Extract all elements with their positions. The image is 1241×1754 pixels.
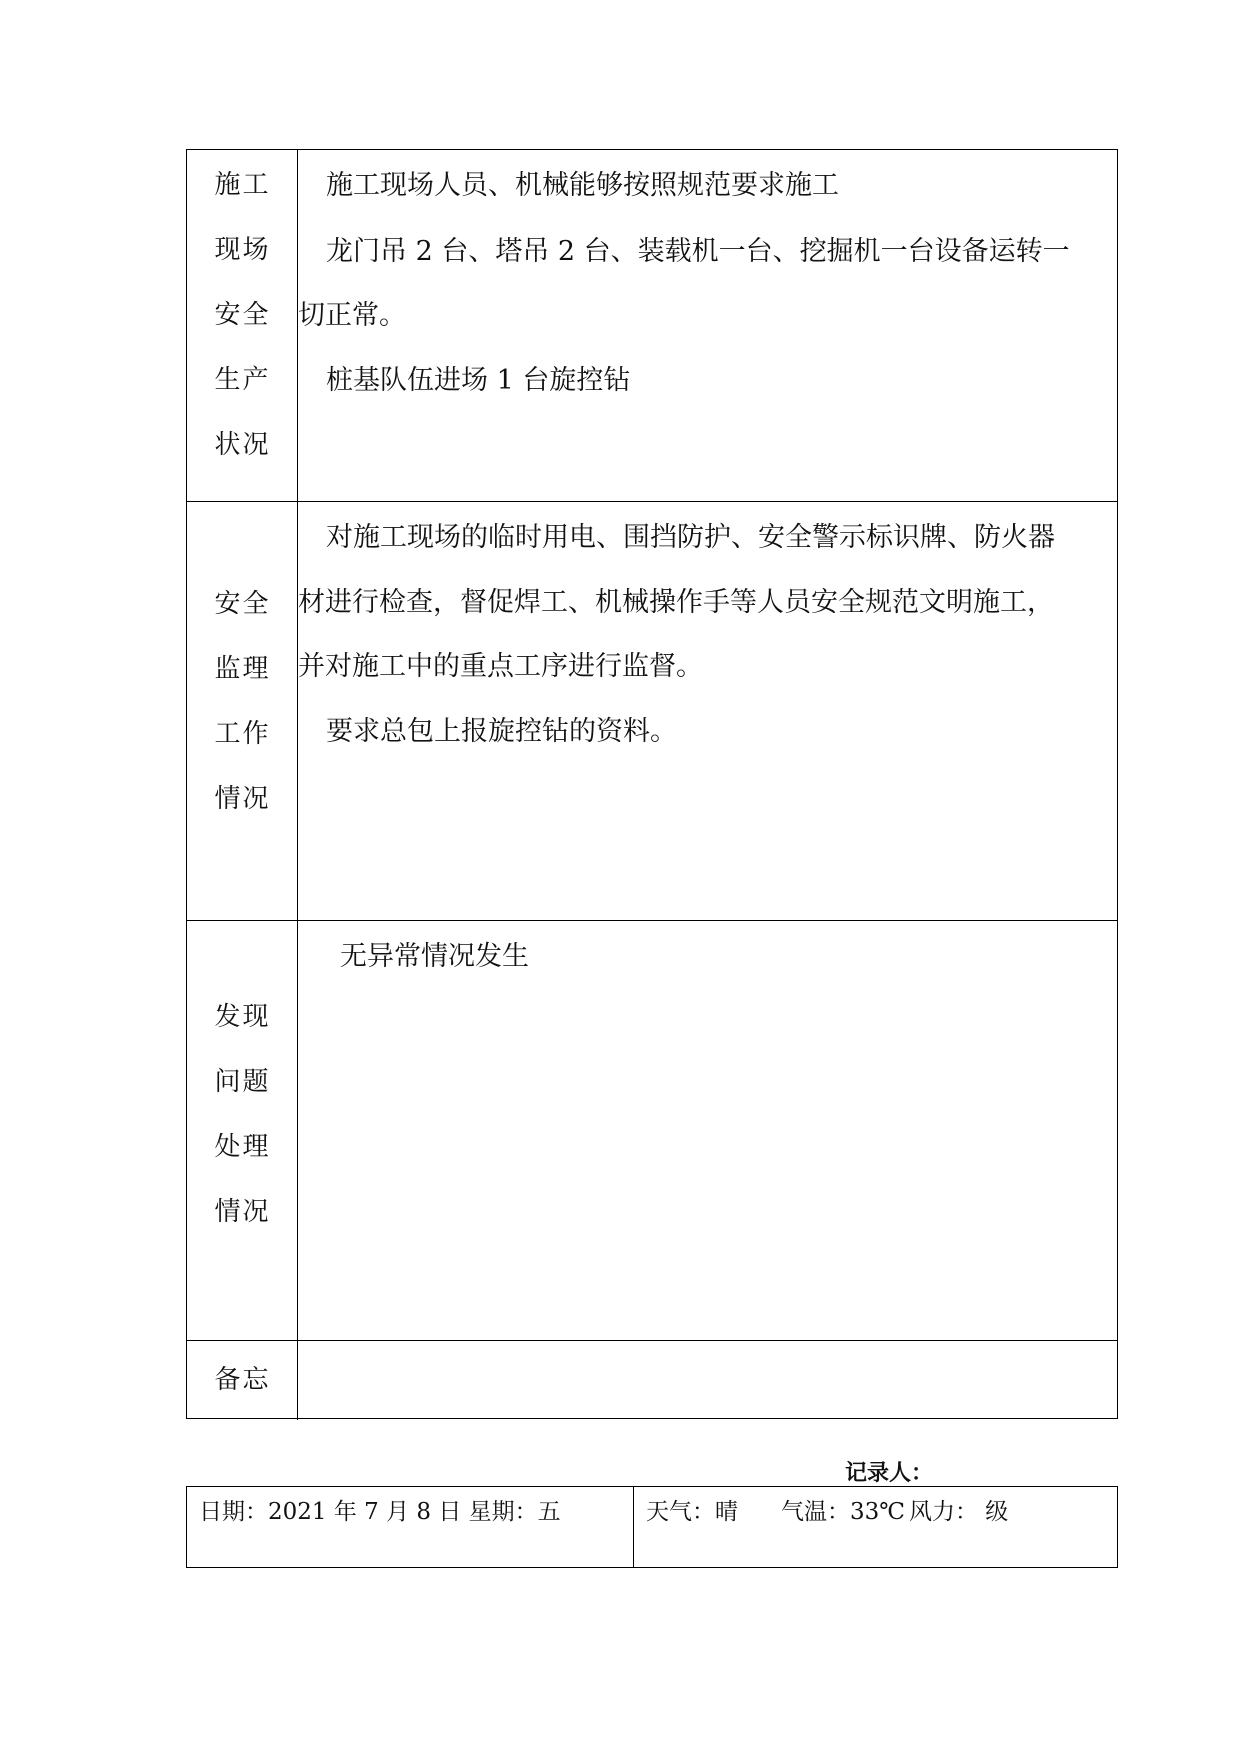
- label-char: 状况: [214, 430, 271, 460]
- label-char: 情况: [214, 1197, 271, 1227]
- text-line: 并对施工中的重点工序进行监督。: [298, 651, 703, 682]
- label-char: 监理: [214, 654, 271, 684]
- content-cell: [298, 150, 1117, 501]
- content-cell: [298, 502, 1117, 920]
- recorder-label: 记录人：: [845, 1461, 934, 1486]
- label-char: 工作: [214, 719, 271, 749]
- row-issue-handling: [187, 921, 1117, 1341]
- text-line: 对施工现场的临时用电、围挡防护、安全警示标识牌、防火器: [326, 522, 1055, 553]
- label-char: 安全: [214, 300, 271, 330]
- memo-content-cell: [298, 1341, 1117, 1420]
- row-label: [187, 985, 298, 1245]
- text-line: 切正常。: [298, 300, 406, 331]
- footer-weather-cell: [634, 1487, 1117, 1567]
- inspection-table: [186, 149, 1118, 1419]
- row-site-safety-status: [187, 150, 1117, 502]
- label-cell: [187, 921, 298, 1340]
- label-char: 发现: [214, 1002, 271, 1032]
- label-char: 问题: [214, 1067, 271, 1097]
- text-line: 施工现场人员、机械能够按照规范要求施工: [326, 170, 839, 201]
- label-cell: [187, 150, 298, 501]
- footer-table: [186, 1486, 1118, 1568]
- row-supervision-work: [187, 502, 1117, 921]
- label-char: 备忘: [214, 1365, 271, 1395]
- label-char: 处理: [214, 1132, 271, 1162]
- weather-text: 天气：晴: [646, 1499, 738, 1525]
- footer-date-cell: [187, 1487, 634, 1567]
- text-line: 无异常情况发生: [340, 941, 529, 972]
- label-char: 安全: [214, 589, 271, 619]
- text-line: 材进行检查，督促焊工、机械操作手等人员安全规范文明施工，: [298, 587, 1054, 618]
- label-char: 生产: [214, 365, 271, 395]
- label-cell: [187, 1341, 298, 1420]
- row-label: [187, 572, 298, 832]
- row-memo: [187, 1341, 1117, 1420]
- text-line: 龙门吊 2 台、塔吊 2 台、装载机一台、挖掘机一台设备运转一: [326, 236, 1070, 267]
- label-char: 施工: [214, 170, 271, 200]
- row-label: [187, 153, 298, 478]
- wind-text: 风力： 级: [909, 1499, 1009, 1525]
- text-line: 桩基队伍进场 1 台旋控钻: [326, 365, 631, 396]
- label-char: 现场: [214, 235, 271, 265]
- content-cell: [298, 921, 1117, 1340]
- row-label: [187, 1348, 298, 1413]
- text-line: 要求总包上报旋控钻的资料。: [326, 716, 677, 747]
- temperature-text: 气温：33℃: [781, 1499, 905, 1525]
- label-char: 情况: [214, 784, 271, 814]
- date-text: 日期：2021 年 7 月 8 日 星期：五: [199, 1499, 561, 1525]
- label-cell: [187, 502, 298, 920]
